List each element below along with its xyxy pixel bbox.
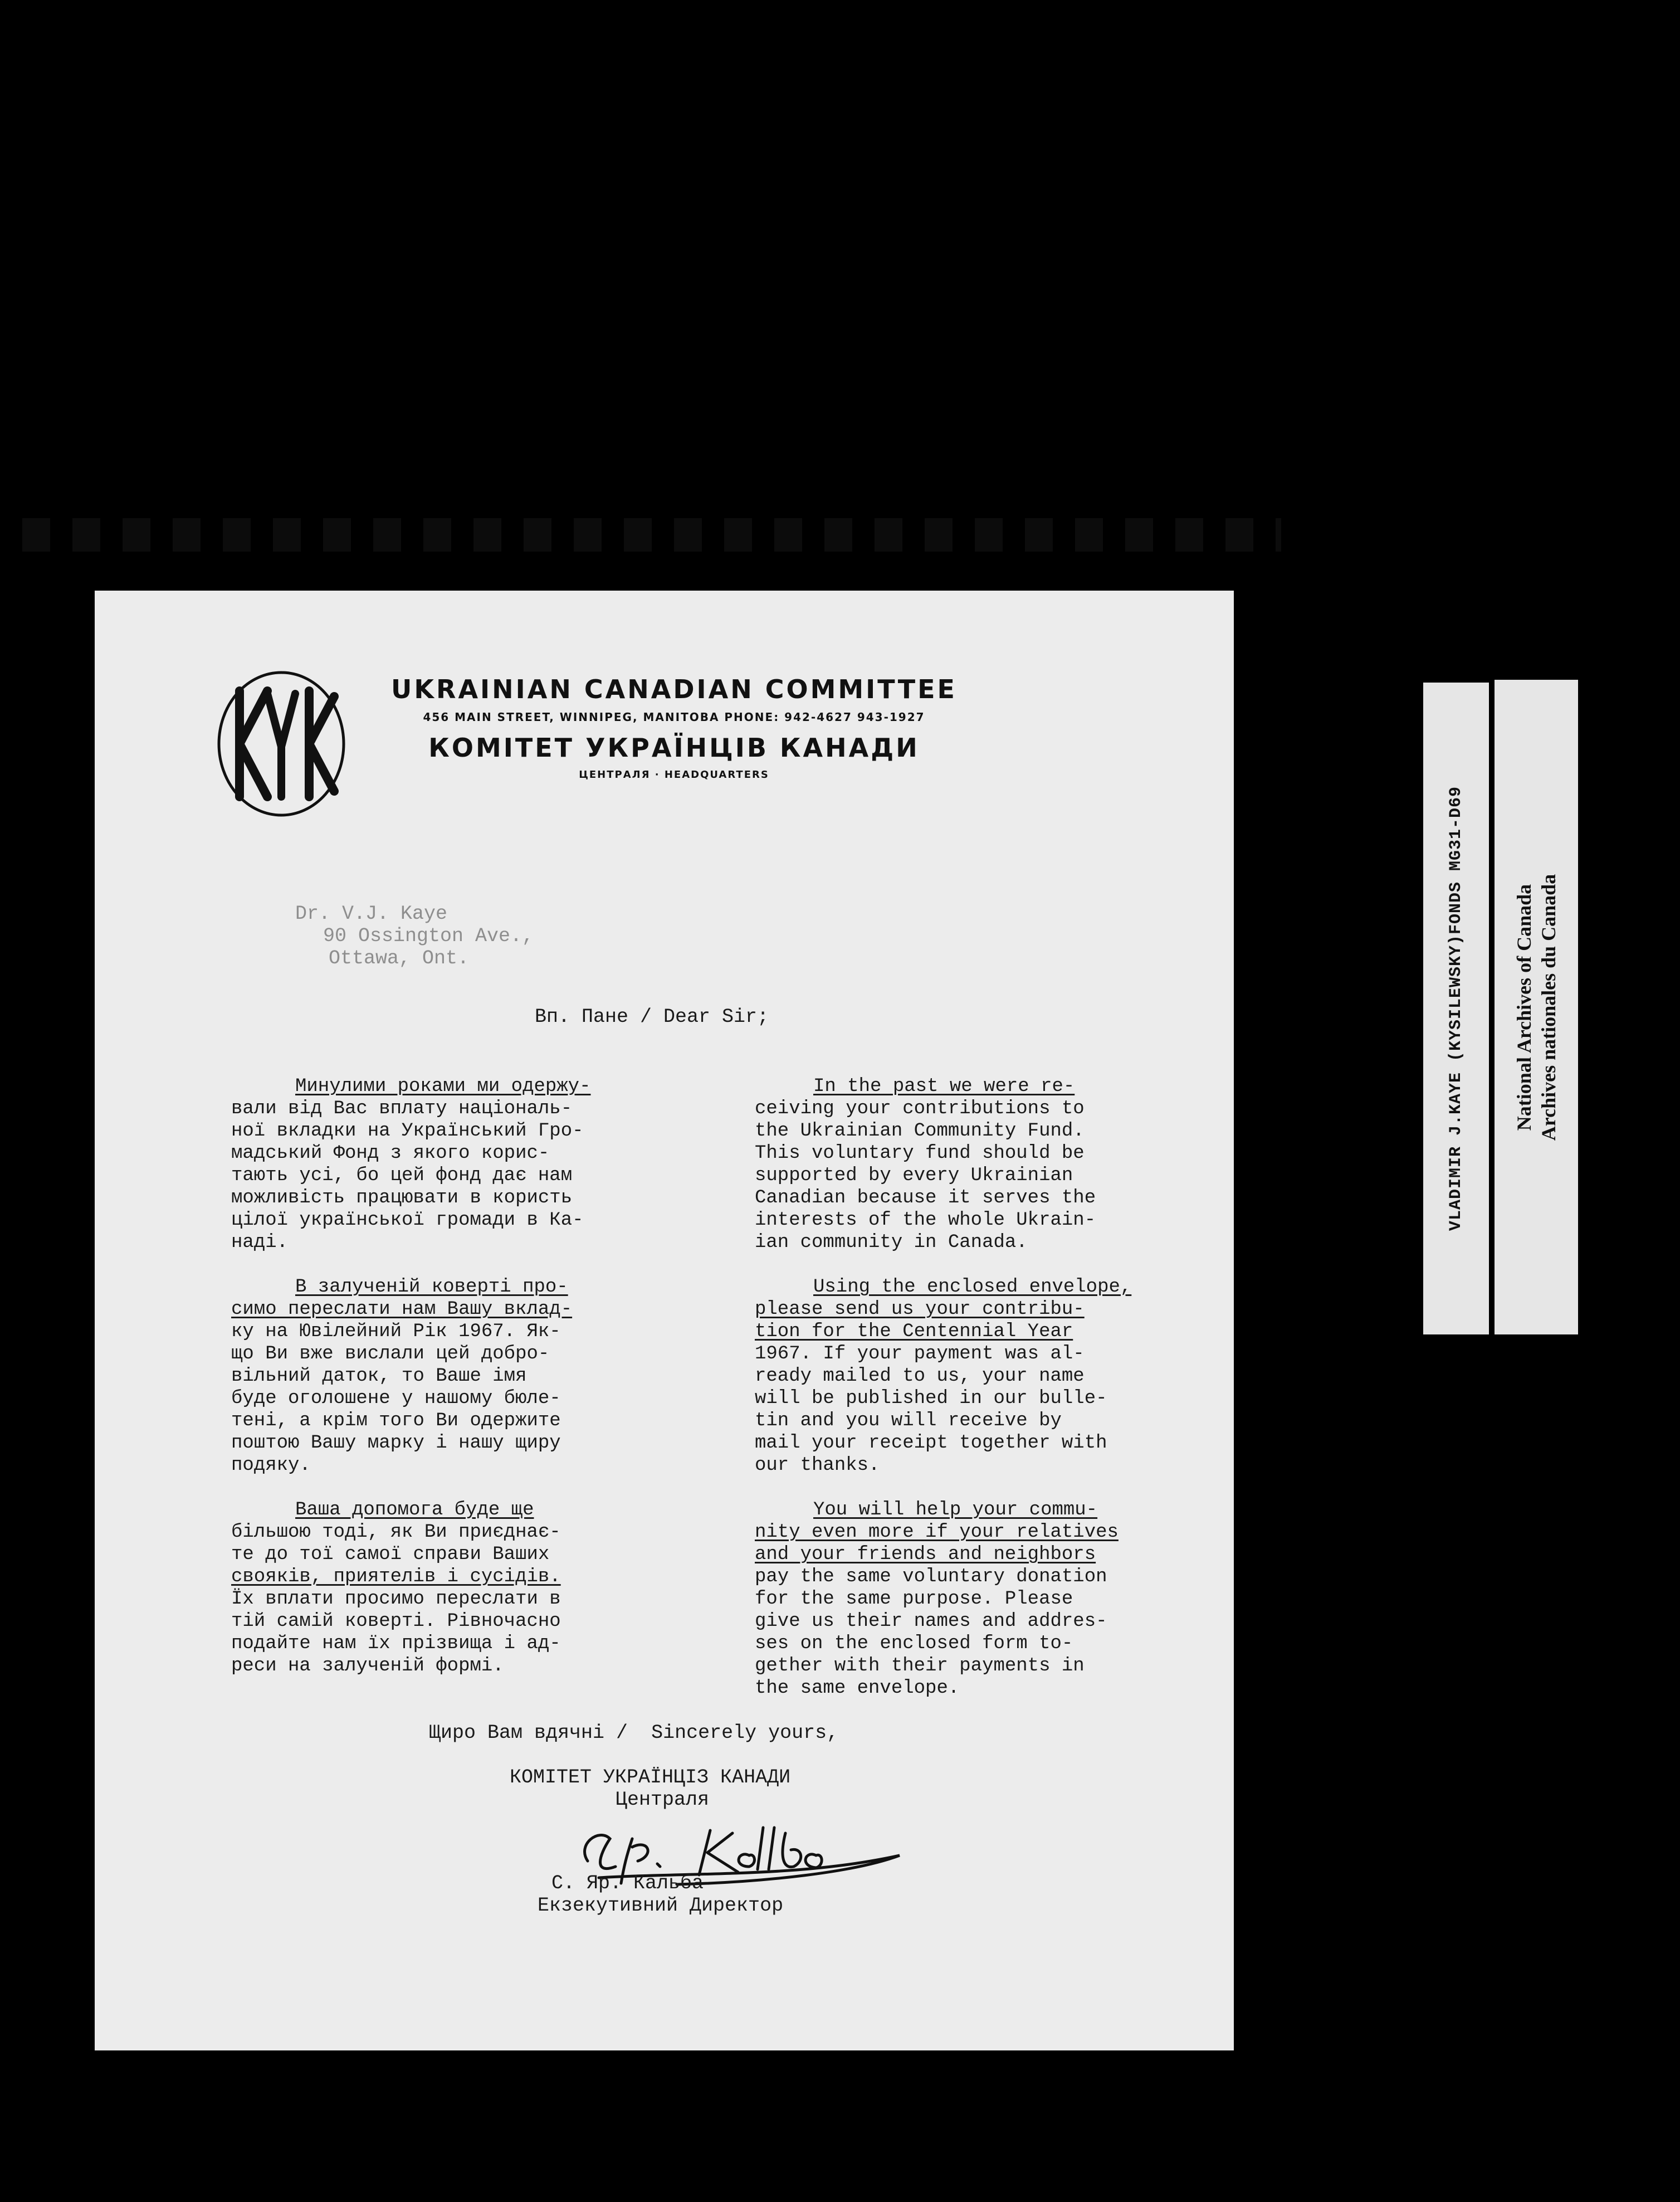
ukrainian-paragraph-3	[231, 1499, 561, 1677]
film-edge-strip	[0, 518, 1281, 552]
org-name-english: UKRAINIAN CANADIAN COMMITTEE	[391, 674, 957, 704]
org-name-ukrainian: КОМІТЕТ УКРАЇНЦІВ КАНАДИ	[428, 733, 920, 763]
text-line: This voluntary fund should be	[755, 1143, 1085, 1164]
kuk-monogram-logo	[214, 669, 348, 819]
text-line: 1967. If your payment was al-	[755, 1343, 1085, 1365]
text-line: ної вкладки на Український Гро-	[231, 1121, 584, 1142]
text-line: ian community in Canada.	[755, 1232, 1028, 1253]
text-line: ку на Ювілейний Рік 1967. Як-	[231, 1321, 561, 1342]
letter-page	[95, 591, 1234, 2050]
salutation: Вп. Пане / Dear Sir;	[535, 1006, 769, 1028]
text-line: gether with their payments in	[755, 1655, 1085, 1677]
text-line: In the past we were re-	[813, 1076, 1075, 1097]
text-line: ses on the enclosed form to-	[755, 1633, 1073, 1654]
text-line: те до тої самої справи Ваших	[231, 1544, 550, 1565]
text-line: the same envelope.	[755, 1678, 960, 1699]
text-line: симо переслати нам Вашу вклад-	[231, 1299, 573, 1320]
ukrainian-paragraph-2	[231, 1276, 572, 1477]
closing-department: Централя	[616, 1789, 710, 1811]
fonds-label	[1423, 683, 1489, 1334]
archives-stamp-text	[1512, 874, 1561, 1140]
text-line: Минулими роками ми одержу-	[295, 1076, 591, 1097]
text-line: що Ви вже вислали цей добро-	[231, 1343, 550, 1365]
text-line: тій самій коверті. Рівночасно	[231, 1611, 561, 1632]
text-line: mail your receipt together with	[755, 1433, 1107, 1454]
headquarters-label: ЦЕНТРАЛЯ · HEADQUARTERS	[579, 769, 769, 781]
text-line: supported by every Ukrainian	[755, 1165, 1073, 1186]
text-line: will be published in our bulle-	[755, 1388, 1107, 1409]
text-line: тають усі, бо цей фонд дає нам	[231, 1165, 573, 1186]
closing-line: Щиро Вам вдячні / Sincerely yours,	[429, 1722, 839, 1744]
recipient-street: 90 Ossington Ave.,	[323, 925, 534, 947]
text-line: наді.	[231, 1232, 289, 1253]
text-line: Ваша допомога буде ще	[295, 1499, 534, 1521]
english-paragraph-1	[755, 1075, 1096, 1254]
fonds-label-text: VLADIMIR J.KAYE (KYSILEWSKY)FONDS MG31-D69	[1447, 786, 1466, 1231]
english-paragraph-3	[755, 1499, 1119, 1699]
text-line: вільний даток, то Ваше імя	[231, 1366, 527, 1387]
text-line: свояків, приятелів і сусідів.	[231, 1566, 561, 1587]
text-line: В залученій коверті про-	[295, 1277, 568, 1298]
text-line: тені, а крім того Ви одержите	[231, 1410, 561, 1431]
text-line: подайте нам їх прізвища і ад-	[231, 1633, 561, 1654]
org-address: 456 MAIN STREET, WINNIPEG, MANITOBA PHONE: 942-4627 943-1927	[423, 710, 925, 724]
text-line: for the same purpose. Please	[755, 1589, 1073, 1610]
text-line: Canadian because it serves the	[755, 1187, 1096, 1209]
text-line: ready mailed to us, your name	[755, 1366, 1085, 1387]
text-line: please send us your contribu-	[755, 1299, 1085, 1320]
text-line: the Ukrainian Community Fund.	[755, 1121, 1085, 1142]
ukrainian-paragraph-1	[231, 1075, 591, 1254]
archive-name-french: Archives nationales du Canada	[1537, 874, 1560, 1141]
recipient-name: Dr. V.J. Kaye	[295, 903, 448, 925]
text-line: більшою тоді, як Ви приєднає-	[231, 1522, 561, 1543]
closing-organization: КОМІТЕТ УКРАЇНЦІЗ КАНАДИ	[510, 1766, 791, 1789]
text-line: interests of the whole Ukrain-	[755, 1210, 1096, 1231]
text-line: подяку.	[231, 1455, 311, 1476]
text-line: our thanks.	[755, 1455, 880, 1476]
text-line: nity even more if your relatives	[755, 1522, 1119, 1543]
archive-name-english: National Archives of Canada	[1513, 884, 1535, 1131]
archives-stamp-label	[1495, 680, 1578, 1334]
text-line: можливість працювати в користь	[231, 1187, 573, 1209]
text-line: поштою Вашу марку і нашу щиру	[231, 1433, 561, 1454]
text-line: вали від Вас вплату національ-	[231, 1098, 573, 1119]
text-line: You will help your commu-	[813, 1499, 1098, 1521]
signer-name: С. Яр. Кальба	[551, 1872, 704, 1894]
text-line: реси на залученій формі.	[231, 1655, 504, 1677]
text-line: and your friends and neighbors	[755, 1544, 1096, 1565]
text-line: Using the enclosed envelope,	[813, 1277, 1132, 1298]
text-line: ceiving your contributions to	[755, 1098, 1085, 1119]
text-line: pay the same voluntary donation	[755, 1566, 1107, 1587]
text-line: мадський Фонд з якого корис-	[231, 1143, 550, 1164]
recipient-city: Ottawa, Ont.	[329, 947, 470, 970]
text-line: буде оголошене у нашому бюле-	[231, 1388, 561, 1409]
text-line: Їх вплати просимо переслати в	[231, 1589, 561, 1610]
signer-title: Екзекутивний Директор	[538, 1894, 784, 1917]
text-line: цілої української громади в Ка-	[231, 1210, 584, 1231]
text-line: give us their names and addres-	[755, 1611, 1107, 1632]
text-line: tin and you will receive by	[755, 1410, 1062, 1431]
english-paragraph-2	[755, 1276, 1131, 1477]
text-line: tion for the Centennial Year	[755, 1321, 1073, 1342]
